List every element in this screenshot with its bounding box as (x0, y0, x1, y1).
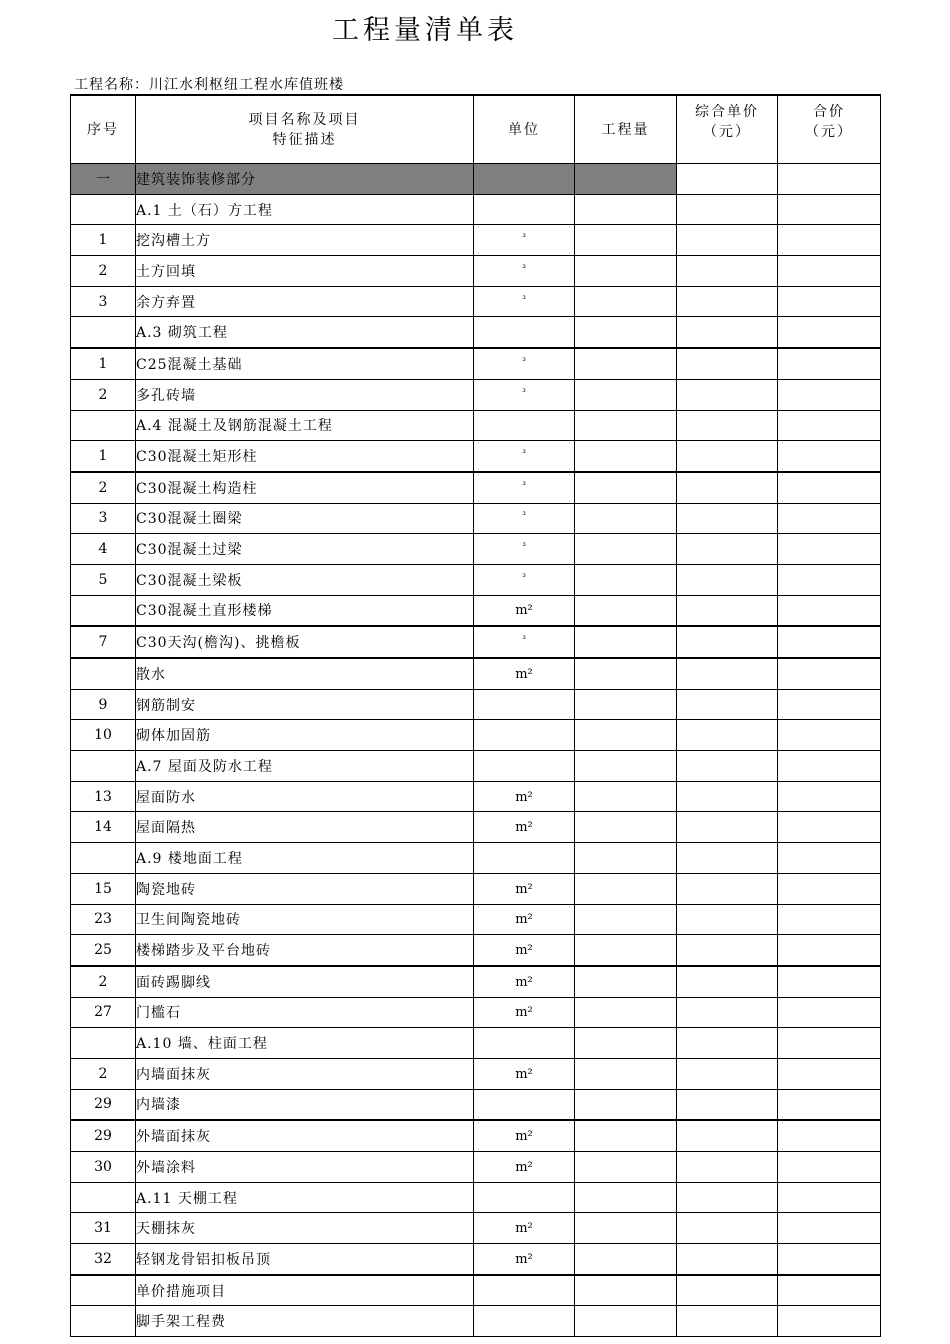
cell-name: A.3 砌筑工程 (136, 317, 474, 348)
bill-of-quantities-table (70, 94, 881, 1337)
cell-quantity (575, 966, 677, 997)
cell-unit-price (677, 256, 778, 287)
cell-unit-price (677, 317, 778, 348)
cell-name: C30混凝土直形楼梯 (136, 595, 474, 626)
table-row (71, 410, 881, 441)
cell-unit (474, 751, 575, 782)
cell-quantity (575, 595, 677, 626)
cell-unit-price (677, 843, 778, 874)
cell-unit: ³ (474, 472, 575, 503)
table-row (71, 904, 881, 935)
table-row (71, 873, 881, 904)
cell-no: 13 (71, 781, 136, 812)
cell-quantity (575, 164, 677, 195)
cell-name: 卫生间陶瓷地砖 (136, 904, 474, 935)
cell-total (778, 812, 881, 843)
cell-quantity (575, 441, 677, 472)
cell-no (71, 317, 136, 348)
cell-unit-price (677, 194, 778, 225)
table-row (71, 225, 881, 256)
cell-unit (474, 1306, 575, 1337)
cell-total (778, 720, 881, 751)
table-row (71, 1182, 881, 1213)
table-row (71, 1306, 881, 1337)
cell-total (778, 286, 881, 317)
cell-quantity (575, 472, 677, 503)
cell-name: A.9 楼地面工程 (136, 843, 474, 874)
cell-unit: ³ (474, 441, 575, 472)
cell-unit: m² (474, 997, 575, 1028)
cell-total (778, 904, 881, 935)
cell-unit: m² (474, 1152, 575, 1183)
header-total-line1: 合价 (813, 104, 845, 120)
cell-total (778, 689, 881, 720)
cell-unit (474, 1028, 575, 1059)
cell-unit-price (677, 935, 778, 966)
cell-unit: m² (474, 595, 575, 626)
cell-quantity (575, 1120, 677, 1151)
cell-quantity (575, 935, 677, 966)
cell-quantity (575, 534, 677, 565)
table-row (71, 751, 881, 782)
cell-name: A.1 土（石）方工程 (136, 194, 474, 225)
cell-no (71, 595, 136, 626)
cell-unit: m² (474, 873, 575, 904)
cell-unit-price (677, 1275, 778, 1306)
cell-total (778, 1306, 881, 1337)
table-row (71, 658, 881, 689)
cell-name: 外墙涂料 (136, 1152, 474, 1183)
cell-unit-price (677, 658, 778, 689)
cell-unit-price (677, 472, 778, 503)
cell-unit: ³ (474, 534, 575, 565)
table-row (71, 1213, 881, 1244)
cell-name: C30混凝土构造柱 (136, 472, 474, 503)
cell-no: 9 (71, 689, 136, 720)
cell-no: 29 (71, 1120, 136, 1151)
cell-unit: m² (474, 781, 575, 812)
cell-no: 27 (71, 997, 136, 1028)
header-name-line2: 特征描述 (272, 131, 337, 148)
table-row (71, 194, 881, 225)
cell-quantity (575, 658, 677, 689)
table-row (71, 1089, 881, 1120)
header-no: 序号 (71, 95, 136, 164)
table-row (71, 843, 881, 874)
cell-quantity (575, 503, 677, 534)
cell-quantity (575, 286, 677, 317)
header-price-line1: 综合单价 (695, 104, 759, 120)
cell-unit-price (677, 966, 778, 997)
cell-unit: m² (474, 658, 575, 689)
cell-no (71, 1275, 136, 1306)
table-row (71, 626, 881, 658)
cell-quantity (575, 1058, 677, 1089)
cell-name: 天棚抹灰 (136, 1213, 474, 1244)
cell-unit: m² (474, 935, 575, 966)
cell-unit-price (677, 1152, 778, 1183)
cell-quantity (575, 1089, 677, 1120)
cell-no: 1 (71, 441, 136, 472)
cell-total (778, 1120, 881, 1151)
cell-unit-price (677, 751, 778, 782)
cell-name: 余方弃置 (136, 286, 474, 317)
cell-total (778, 1244, 881, 1275)
cell-name: 散水 (136, 658, 474, 689)
cell-unit-price (677, 1089, 778, 1120)
cell-quantity (575, 1213, 677, 1244)
table-row (71, 317, 881, 348)
page-title: 工程量清单表 (332, 15, 518, 46)
cell-quantity (575, 317, 677, 348)
cell-no (71, 1306, 136, 1337)
cell-unit: m² (474, 1120, 575, 1151)
cell-name: C30混凝土过梁 (136, 534, 474, 565)
cell-total (778, 564, 881, 595)
cell-unit-price (677, 348, 778, 379)
cell-total (778, 1089, 881, 1120)
cell-name: C30混凝土圈梁 (136, 503, 474, 534)
header-unit-price (677, 95, 778, 164)
cell-quantity (575, 751, 677, 782)
cell-unit: m² (474, 1058, 575, 1089)
cell-unit: m² (474, 812, 575, 843)
table-row (71, 966, 881, 997)
cell-no: 4 (71, 534, 136, 565)
cell-no: 32 (71, 1244, 136, 1275)
cell-quantity (575, 194, 677, 225)
table-row (71, 286, 881, 317)
cell-name: A.4 混凝土及钢筋混凝土工程 (136, 410, 474, 441)
cell-total (778, 503, 881, 534)
cell-total (778, 873, 881, 904)
cell-unit (474, 194, 575, 225)
cell-no: 31 (71, 1213, 136, 1244)
header-total-line2: （元） (805, 124, 853, 140)
cell-total (778, 658, 881, 689)
table-row (71, 1120, 881, 1151)
cell-name: 面砖踢脚线 (136, 966, 474, 997)
cell-name: 脚手架工程费 (136, 1306, 474, 1337)
table-row (71, 534, 881, 565)
cell-total (778, 781, 881, 812)
cell-unit (474, 720, 575, 751)
cell-name: 屋面隔热 (136, 812, 474, 843)
cell-total (778, 472, 881, 503)
cell-total (778, 194, 881, 225)
cell-unit: ³ (474, 626, 575, 658)
header-name-line1: 项目名称及项目 (248, 111, 361, 128)
cell-name: 陶瓷地砖 (136, 873, 474, 904)
cell-no: 10 (71, 720, 136, 751)
cell-name: 钢筋制安 (136, 689, 474, 720)
header-row (71, 95, 881, 164)
cell-name: 门槛石 (136, 997, 474, 1028)
cell-unit-price (677, 410, 778, 441)
cell-unit-price (677, 781, 778, 812)
table-row (71, 348, 881, 379)
cell-no (71, 751, 136, 782)
cell-quantity (575, 256, 677, 287)
cell-unit-price (677, 1182, 778, 1213)
cell-total (778, 966, 881, 997)
cell-name: 轻钢龙骨铝扣板吊顶 (136, 1244, 474, 1275)
table-row (71, 256, 881, 287)
cell-quantity (575, 564, 677, 595)
cell-unit (474, 1089, 575, 1120)
cell-unit-price (677, 720, 778, 751)
cell-unit-price (677, 626, 778, 658)
cell-unit-price (677, 1028, 778, 1059)
cell-total (778, 441, 881, 472)
cell-unit-price (677, 564, 778, 595)
cell-total (778, 348, 881, 379)
table-row (71, 1028, 881, 1059)
cell-unit-price (677, 904, 778, 935)
cell-unit-price (677, 379, 778, 410)
cell-no: 2 (71, 256, 136, 287)
cell-quantity (575, 997, 677, 1028)
cell-no: 2 (71, 966, 136, 997)
cell-quantity (575, 1244, 677, 1275)
cell-total (778, 534, 881, 565)
table-row (71, 720, 881, 751)
table-row (71, 1152, 881, 1183)
cell-no (71, 843, 136, 874)
cell-unit-price (677, 1213, 778, 1244)
cell-name: 挖沟槽土方 (136, 225, 474, 256)
header-unit: 单位 (474, 95, 575, 164)
cell-no: 2 (71, 472, 136, 503)
table-row (71, 997, 881, 1028)
cell-no: 29 (71, 1089, 136, 1120)
cell-unit-price (677, 286, 778, 317)
cell-no: 2 (71, 379, 136, 410)
cell-quantity (575, 1275, 677, 1306)
cell-unit-price (677, 503, 778, 534)
cell-no: 30 (71, 1152, 136, 1183)
cell-quantity (575, 1306, 677, 1337)
cell-unit-price (677, 873, 778, 904)
cell-no: 3 (71, 503, 136, 534)
cell-unit-price (677, 164, 778, 195)
table-row (71, 935, 881, 966)
table-row (71, 1275, 881, 1306)
cell-name: 多孔砖墙 (136, 379, 474, 410)
table-row (71, 1244, 881, 1275)
cell-total (778, 410, 881, 441)
cell-unit: ³ (474, 379, 575, 410)
cell-no: 14 (71, 812, 136, 843)
cell-quantity (575, 873, 677, 904)
cell-name: 砌体加固筋 (136, 720, 474, 751)
cell-total (778, 626, 881, 658)
cell-unit: m² (474, 904, 575, 935)
cell-unit-price (677, 1244, 778, 1275)
cell-no: 2 (71, 1058, 136, 1089)
cell-unit-price (677, 689, 778, 720)
cell-name: A.7 屋面及防水工程 (136, 751, 474, 782)
cell-total (778, 225, 881, 256)
cell-total (778, 1028, 881, 1059)
cell-unit: ³ (474, 225, 575, 256)
table-row (71, 441, 881, 472)
table-row (71, 781, 881, 812)
cell-no: 1 (71, 225, 136, 256)
cell-quantity (575, 1152, 677, 1183)
cell-total (778, 1213, 881, 1244)
cell-name: 土方回填 (136, 256, 474, 287)
cell-name: C30混凝土梁板 (136, 564, 474, 595)
cell-unit-price (677, 534, 778, 565)
cell-name: C25混凝土基础 (136, 348, 474, 379)
cell-unit-price (677, 441, 778, 472)
cell-quantity (575, 812, 677, 843)
cell-no: 23 (71, 904, 136, 935)
cell-no (71, 410, 136, 441)
cell-unit: ³ (474, 564, 575, 595)
cell-unit (474, 317, 575, 348)
table-row (71, 503, 881, 534)
cell-total (778, 256, 881, 287)
cell-name: A.11 天棚工程 (136, 1182, 474, 1213)
project-name: 工程名称：川江水利枢纽工程水库值班楼 (74, 77, 344, 93)
cell-unit-price (677, 595, 778, 626)
cell-no (71, 194, 136, 225)
cell-total (778, 164, 881, 195)
cell-total (778, 1152, 881, 1183)
cell-unit (474, 410, 575, 441)
cell-quantity (575, 1028, 677, 1059)
cell-unit (474, 164, 575, 195)
cell-name: 屋面防水 (136, 781, 474, 812)
cell-unit-price (677, 812, 778, 843)
cell-unit-price (677, 1120, 778, 1151)
cell-quantity (575, 410, 677, 441)
cell-unit: ³ (474, 286, 575, 317)
cell-name: 外墙面抹灰 (136, 1120, 474, 1151)
cell-unit: ³ (474, 503, 575, 534)
cell-name: 单价措施项目 (136, 1275, 474, 1306)
cell-unit: m² (474, 1244, 575, 1275)
cell-quantity (575, 781, 677, 812)
cell-total (778, 997, 881, 1028)
cell-no: 1 (71, 348, 136, 379)
cell-no: 5 (71, 564, 136, 595)
cell-name: 建筑装饰装修部分 (136, 164, 474, 195)
table-body (71, 164, 881, 1337)
cell-no: 7 (71, 626, 136, 658)
cell-name: C30天沟(檐沟)、挑檐板 (136, 626, 474, 658)
cell-unit-price (677, 225, 778, 256)
cell-unit: ³ (474, 256, 575, 287)
cell-quantity (575, 843, 677, 874)
cell-no (71, 1028, 136, 1059)
cell-unit (474, 843, 575, 874)
cell-unit-price (677, 1058, 778, 1089)
cell-name: 内墙漆 (136, 1089, 474, 1120)
table-row (71, 472, 881, 503)
cell-name: A.10 墙、柱面工程 (136, 1028, 474, 1059)
cell-unit (474, 1182, 575, 1213)
cell-unit-price (677, 997, 778, 1028)
cell-no: 一 (71, 164, 136, 195)
cell-unit (474, 1275, 575, 1306)
table-row (71, 595, 881, 626)
cell-quantity (575, 379, 677, 410)
cell-total (778, 1275, 881, 1306)
cell-unit: ³ (474, 348, 575, 379)
table-row (71, 379, 881, 410)
cell-total (778, 595, 881, 626)
cell-total (778, 935, 881, 966)
header-price-line2: （元） (703, 124, 751, 140)
cell-quantity (575, 689, 677, 720)
cell-no (71, 1182, 136, 1213)
cell-quantity (575, 1182, 677, 1213)
cell-total (778, 843, 881, 874)
cell-name: 内墙面抹灰 (136, 1058, 474, 1089)
cell-name: 楼梯踏步及平台地砖 (136, 935, 474, 966)
cell-total (778, 379, 881, 410)
table-row (71, 812, 881, 843)
cell-name: C30混凝土矩形柱 (136, 441, 474, 472)
cell-quantity (575, 225, 677, 256)
cell-no (71, 658, 136, 689)
cell-quantity (575, 626, 677, 658)
cell-quantity (575, 348, 677, 379)
table-row (71, 564, 881, 595)
cell-no: 25 (71, 935, 136, 966)
cell-unit-price (677, 1306, 778, 1337)
table-row (71, 689, 881, 720)
cell-total (778, 1182, 881, 1213)
header-total (778, 95, 881, 164)
header-name (136, 95, 474, 164)
table-row (71, 1058, 881, 1089)
cell-quantity (575, 904, 677, 935)
table-row (71, 164, 881, 195)
cell-quantity (575, 720, 677, 751)
cell-unit (474, 689, 575, 720)
cell-no: 15 (71, 873, 136, 904)
cell-total (778, 317, 881, 348)
cell-no: 3 (71, 286, 136, 317)
header-quantity: 工程量 (575, 95, 677, 164)
cell-unit: m² (474, 1213, 575, 1244)
cell-total (778, 1058, 881, 1089)
cell-unit: m² (474, 966, 575, 997)
cell-total (778, 751, 881, 782)
